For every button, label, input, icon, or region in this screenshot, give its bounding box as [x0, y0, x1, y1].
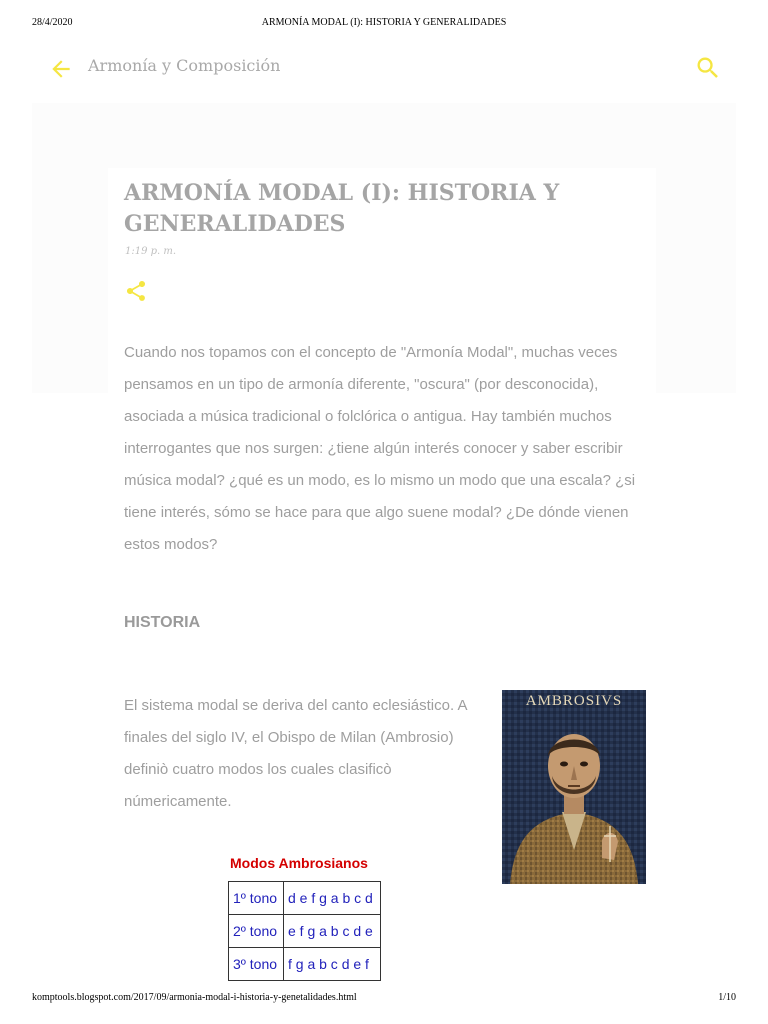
- print-url: komptools.blogspot.com/2017/09/armonia-modal-i-historia-y-genetalidades.html: [32, 992, 357, 1003]
- modes-table-title: Modos Ambrosianos: [230, 855, 368, 871]
- intro-paragraph: Cuando nos topamos con el concepto de "Armonía Modal", muchas veces pensamos en un tipo de armonía diferente, "oscura" (por desconocida), asociada a música tradicional o folclórica o antigua. Hay también muchos interrogantes que nos surgen: ¿tiene algún interés conocer y saber escribir música modal? ¿qué es un modo, es lo mismo un modo que una escala? ¿si tiene interés, sómo se hace para que algo suene modal? ¿De dónde vienen estos modos?: [124, 344, 636, 553]
- print-title: ARMONÍA MODAL (I): HISTORIA Y GENERALIDADES: [261, 17, 507, 28]
- notes-cell: e f g a b c d e: [284, 915, 381, 948]
- print-date: 28/4/2020: [32, 17, 73, 28]
- mosaic-caption: AMBROSIVS: [525, 693, 623, 709]
- tone-cell: 2º tono: [229, 915, 284, 948]
- table-row: [229, 915, 381, 948]
- tone-cell: 1º tono: [229, 882, 284, 915]
- print-footer: [0, 992, 768, 1006]
- table-row: [229, 882, 381, 915]
- table-row: [229, 948, 381, 981]
- post-timestamp: 1:19 p. m.: [125, 246, 177, 257]
- section-heading-historia: HISTORIA: [124, 614, 201, 631]
- history-paragraph: El sistema modal se deriva del canto eclesiástico. A finales del siglo IV, el Obispo de Milan (Ambrosio) definiò cuatro modos los cuales clasificò númericamente.: [124, 697, 467, 810]
- post-title: ARMONÍA MODAL (I): HISTORIA Y GENERALIDADES: [124, 180, 560, 237]
- tone-cell: 3º tono: [229, 948, 284, 981]
- site-title[interactable]: Armonía y Composición: [88, 56, 281, 75]
- print-page-number: 1/10: [718, 992, 736, 1003]
- notes-cell: f g a b c d e f: [284, 948, 381, 981]
- notes-cell: d e f g a b c d: [284, 882, 381, 915]
- modes-table: [228, 881, 381, 981]
